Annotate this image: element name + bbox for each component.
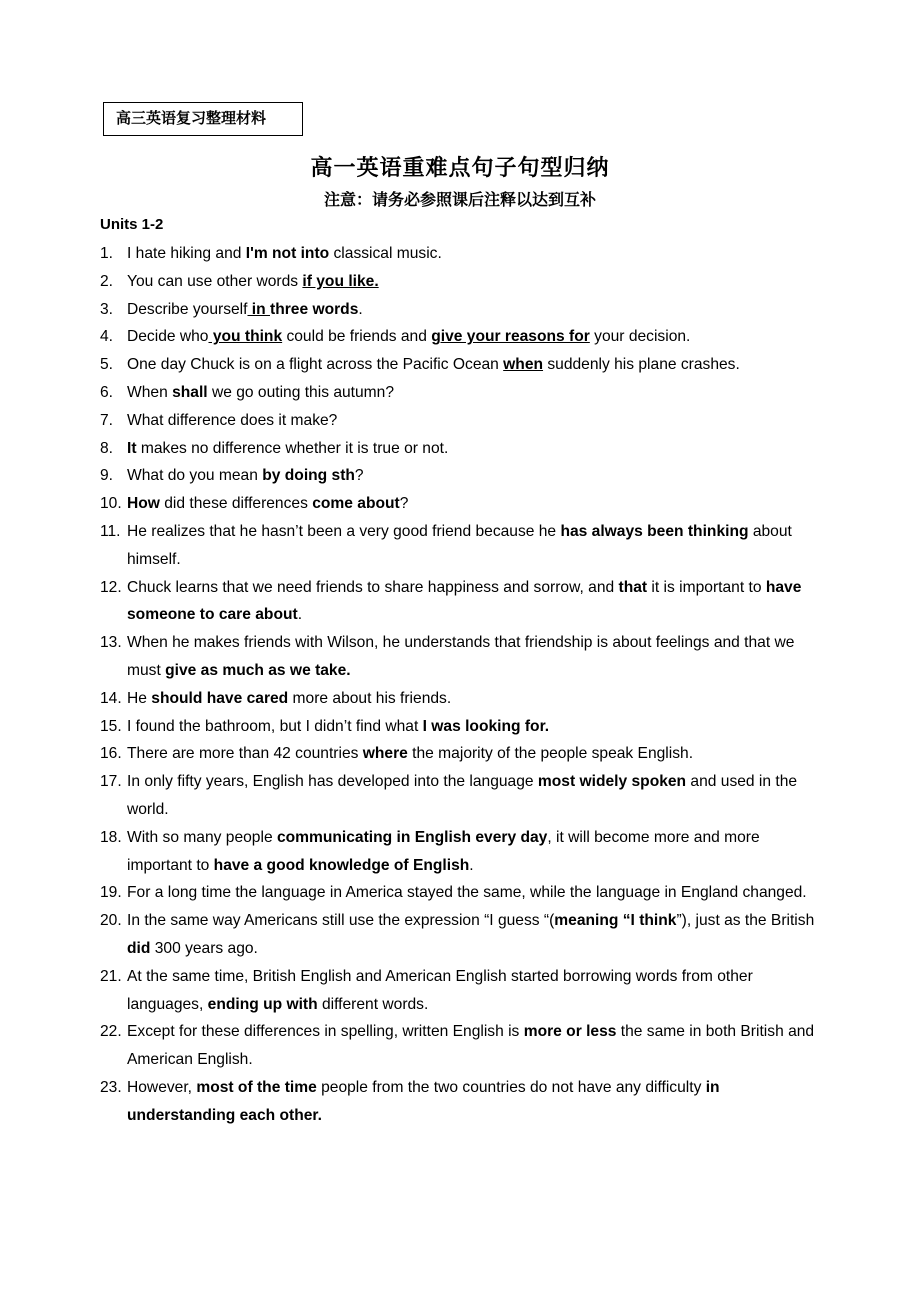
list-item	[0, 740, 827, 768]
emphasis-phrase: have someone to care about	[127, 578, 802, 624]
text-segment: At the same time, British English and American English started borrowing words from other languages,	[127, 967, 753, 1013]
list-item-number: 1.	[100, 245, 114, 262]
list-item	[0, 435, 827, 463]
text-segment: When he makes friends with Wilson, he understands that friendship is about feelings and that we must	[127, 634, 795, 679]
emphasis-phrase: How	[127, 495, 160, 513]
text-segment: In only fifty years, English has developed into the language	[127, 773, 538, 791]
list-item	[0, 713, 827, 741]
emphasis-phrase: has always been thinking	[560, 522, 749, 540]
text-segment: When	[127, 383, 173, 401]
text-segment: However,	[127, 1078, 197, 1096]
text-segment: With so many people	[127, 828, 277, 846]
text-segment: could be friends and	[282, 328, 432, 346]
text-segment: different words.	[317, 995, 429, 1013]
list-item	[0, 518, 827, 574]
text-segment: Decide who	[127, 328, 209, 346]
emphasis-phrase: give as much as we take.	[165, 661, 351, 679]
list-item	[0, 574, 827, 630]
text-segment: You can use other words	[127, 272, 303, 290]
text-segment: the same in both British and American English.	[127, 1023, 815, 1069]
list-item-text	[127, 1023, 814, 1068]
text-segment: , it will become more and more important to	[127, 828, 760, 874]
text-segment: suddenly his plane crashes.	[543, 356, 740, 374]
list-item	[0, 879, 827, 907]
list-item	[0, 323, 827, 351]
list-item-number: 10.	[100, 495, 122, 513]
list-item	[0, 1018, 827, 1074]
emphasis-phrase: if you like.	[302, 272, 379, 290]
text-segment: did these differences	[159, 495, 313, 513]
text-segment: He	[127, 689, 152, 707]
emphasis-phrase: where	[362, 745, 408, 763]
emphasis-phrase: I'm not into	[245, 245, 330, 262]
emphasis-phrase: in	[247, 300, 270, 318]
list-item-number: 15.	[100, 717, 122, 735]
text-segment: Chuck learns that we need friends to share happiness and sorrow, and	[127, 578, 619, 596]
text-segment: For a long time the language in America stayed the same, while the language in England changed.	[127, 884, 807, 902]
list-item	[0, 296, 827, 324]
list-item-text	[127, 884, 807, 901]
list-item-number: 11.	[100, 522, 121, 540]
text-segment: One day Chuck is on a flight across the Pacific Ocean	[127, 356, 504, 374]
text-segment: I found the bathroom, but I didn’t find what	[127, 717, 423, 735]
text-segment: I hate hiking and	[127, 245, 246, 262]
list-item-text	[127, 773, 797, 818]
text-segment: we go outing this autumn?	[207, 383, 395, 401]
list-item-text	[127, 718, 549, 735]
list-item	[0, 407, 827, 435]
list-item-text	[127, 523, 792, 568]
text-segment: more about his friends.	[288, 689, 452, 707]
text-segment: and used in the world.	[127, 773, 798, 818]
list-item-number: 5.	[100, 356, 114, 374]
emphasis-phrase: most widely spoken	[537, 773, 687, 791]
list-item	[0, 907, 827, 963]
list-item-text	[127, 273, 379, 290]
material-tag-label: 高三英语复习整理材料	[116, 110, 267, 127]
emphasis-phrase: that	[618, 578, 648, 596]
emphasis-phrase: shall	[172, 383, 208, 401]
text-segment: .	[358, 300, 363, 318]
list-item-text	[127, 745, 693, 762]
list-item-number: 6.	[100, 383, 114, 401]
emphasis-phrase: come about	[312, 495, 400, 513]
list-item	[0, 240, 827, 268]
list-item-text	[127, 968, 753, 1013]
list-item-number: 22.	[100, 1023, 122, 1041]
text-segment: people from the two countries do not have any difficulty	[316, 1078, 706, 1096]
text-segment: the majority of the people speak English.	[407, 745, 694, 763]
text-segment: your decision.	[589, 328, 691, 346]
text-segment: ?	[399, 495, 409, 513]
text-segment: ?	[354, 467, 364, 485]
emphasis-phrase: ending up with	[207, 995, 318, 1013]
list-item	[0, 768, 827, 824]
list-item	[0, 351, 827, 379]
list-item-number: 7.	[100, 411, 114, 429]
list-item	[0, 379, 827, 407]
list-item	[0, 490, 827, 518]
list-item-text	[127, 495, 408, 512]
list-item-text	[127, 301, 363, 318]
list-item-number: 2.	[100, 272, 114, 290]
list-item-number: 20.	[100, 912, 122, 930]
emphasis-phrase: three words	[270, 300, 359, 318]
list-item-number: 23.	[100, 1078, 122, 1096]
list-item-number: 19.	[100, 884, 122, 902]
text-segment: Except for these differences in spelling, written English is	[127, 1023, 524, 1041]
list-item-text	[127, 912, 814, 957]
list-item-text	[127, 829, 760, 874]
emphasis-phrase: when	[503, 356, 544, 374]
text-segment: Describe yourself	[127, 300, 248, 318]
list-item-text	[127, 467, 364, 484]
list-item-number: 4.	[100, 328, 114, 346]
text-segment: ”), just as the British	[676, 912, 815, 930]
list-item	[0, 268, 827, 296]
list-item-text	[127, 440, 448, 457]
text-segment: .	[297, 606, 303, 624]
list-item	[0, 1074, 827, 1130]
emphasis-phrase: most of the time	[196, 1078, 317, 1096]
emphasis-phrase: by doing sth	[262, 467, 355, 485]
list-item-text	[127, 634, 794, 679]
text-segment: What do you mean	[127, 467, 263, 485]
text-segment: makes no difference whether it is true or not.	[136, 439, 449, 457]
document-title: 高一英语重难点句子句型归纳	[310, 155, 610, 180]
list-item-text	[127, 356, 740, 373]
emphasis-phrase: communicating in English every day	[276, 828, 548, 846]
list-item	[0, 629, 827, 685]
text-segment: about himself.	[127, 522, 792, 568]
document-subtitle: 注意：请务必参照课后注释以达到互补	[323, 192, 596, 209]
list-item-number: 13.	[100, 634, 122, 652]
emphasis-phrase: in understanding each other.	[127, 1078, 720, 1124]
list-item-text	[127, 690, 451, 707]
list-item-text	[127, 328, 690, 345]
emphasis-phrase: have a good knowledge of English	[213, 856, 470, 874]
list-item-number: 12.	[100, 578, 122, 596]
emphasis-phrase: give your reasons for	[431, 328, 590, 346]
list-item-text	[127, 579, 801, 624]
text-segment: In the same way Americans still use the expression “I guess “(	[127, 912, 555, 930]
text-segment: it is important to	[647, 578, 766, 596]
emphasis-phrase: It	[127, 439, 137, 457]
emphasis-phrase: meaning “I think	[554, 912, 677, 930]
emphasis-phrase: I was looking for.	[422, 717, 550, 735]
material-tag-box	[103, 102, 303, 136]
list-item-text	[127, 412, 337, 429]
list-item-text	[127, 245, 442, 262]
emphasis-phrase: should have cared	[151, 689, 289, 707]
emphasis-phrase: you think	[208, 328, 283, 346]
list-item	[0, 685, 827, 713]
emphasis-phrase: more or less	[523, 1023, 617, 1041]
list-item	[0, 824, 827, 880]
text-segment: 300 years ago.	[150, 939, 258, 957]
text-segment: classical music.	[329, 245, 442, 262]
text-segment: What difference does it make?	[127, 411, 338, 429]
list-item-number: 9.	[100, 467, 114, 485]
text-segment: There are more than 42 countries	[127, 745, 363, 763]
list-item-number: 18.	[100, 828, 122, 846]
list-item-number: 16.	[100, 745, 122, 763]
list-item	[0, 963, 827, 1019]
list-item-text	[127, 1079, 720, 1124]
list-item-number: 14.	[100, 689, 122, 707]
sentence-list	[0, 240, 920, 1130]
section-heading: Units 1-2	[100, 216, 164, 233]
list-item-number: 8.	[100, 439, 114, 457]
emphasis-phrase: did	[127, 939, 151, 957]
list-item-text	[127, 384, 394, 401]
list-item-number: 3.	[100, 300, 114, 318]
text-segment: .	[469, 856, 474, 874]
list-item	[0, 462, 827, 490]
text-segment: He realizes that he hasn’t been a very good friend because he	[127, 522, 561, 540]
list-item-number: 17.	[100, 773, 122, 791]
list-item-number: 21.	[100, 967, 122, 985]
